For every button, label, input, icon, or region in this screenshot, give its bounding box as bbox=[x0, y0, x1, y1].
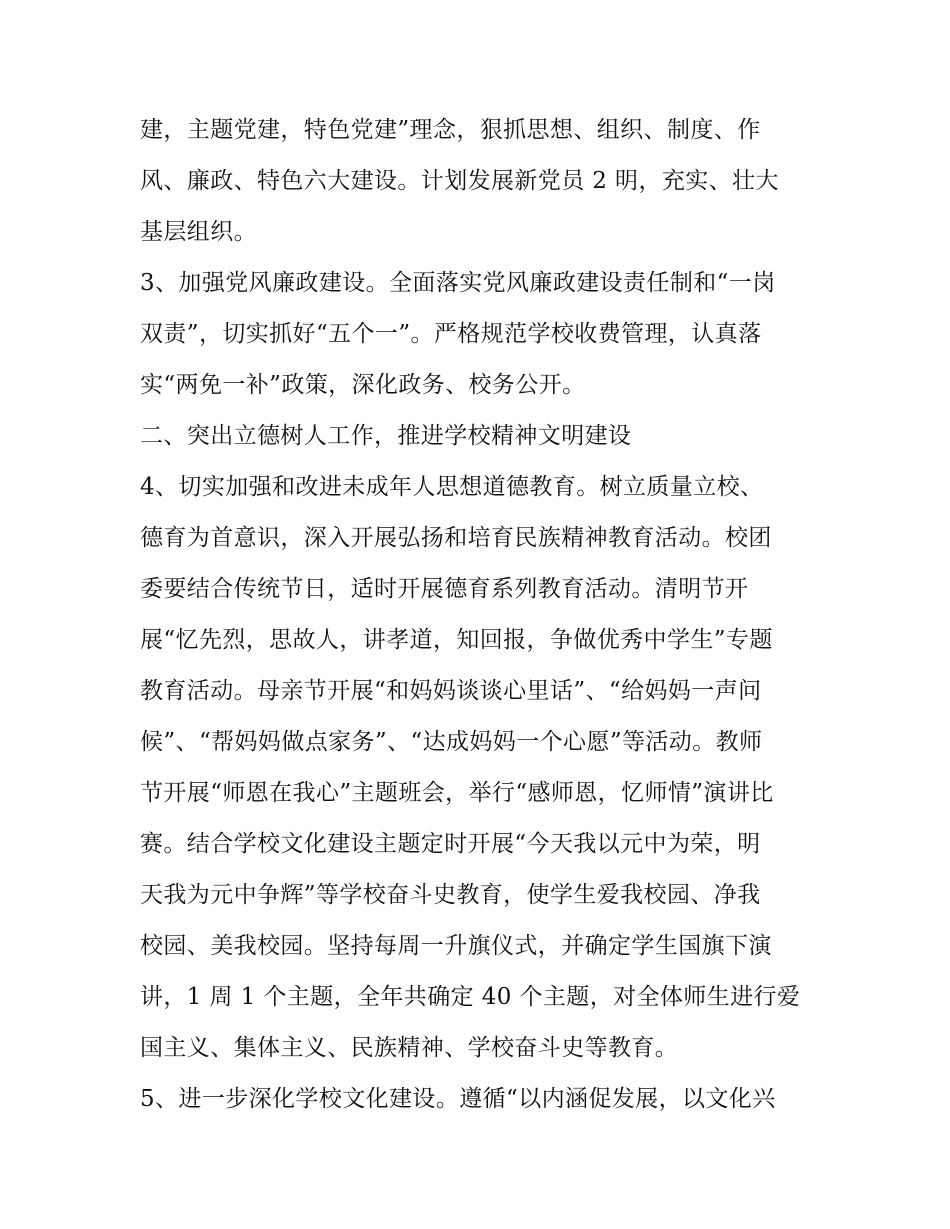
text-line: 建，主题党建，特色党建”理念，狠抓思想、组织、制度、作 bbox=[140, 117, 761, 143]
text-line: 双责”，切实抓好“五个一”。严格规范学校收费管理，认真落 bbox=[140, 321, 762, 347]
text-line: 节开展“师恩在我心”主题班会，举行“感师恩，忆师情”演讲比 bbox=[140, 780, 774, 806]
text-line: 国主义、集体主义、民族精神、学校奋斗史等教育。 bbox=[140, 1035, 679, 1061]
text-line: 实“两免一补”政策，深化政务、校务公开。 bbox=[140, 372, 586, 398]
document-body bbox=[140, 105, 820, 1125]
section-item-5: 5、进一步深化学校文化建设。遵循“以内涵促发展，以文化兴 bbox=[140, 1086, 776, 1112]
text-line: 风、廉政、特色六大建设。计划发展新党员 2 明，充实、壮大 bbox=[140, 168, 779, 194]
text-line: 天我为元中争辉”等学校奋斗史教育，使学生爱我校园、净我 bbox=[140, 882, 761, 908]
text-line: 讲，1 周 1 个主题，全年共确定 40 个主题，对全体师生进行爱 bbox=[140, 984, 801, 1010]
section-item-3: 3、加强党风廉政建设。全面落实党风廉政建设责任制和“一岗 bbox=[140, 270, 776, 296]
text-line: 展“忆先烈，思故人，讲孝道，知回报，争做优秀中学生”专题 bbox=[140, 627, 773, 653]
text-line: 委要结合传统节日，适时开展德育系列教育活动。清明节开 bbox=[140, 576, 749, 602]
section-heading-2: 二、突出立德树人工作，推进学校精神文明建设 bbox=[140, 423, 632, 449]
text-line: 德育为首意识，深入开展弘扬和培育民族精神教育活动。校团 bbox=[140, 525, 772, 551]
text-line: 赛。结合学校文化建设主题定时开展“今天我以元中为荣，明 bbox=[140, 831, 761, 857]
text-line: 基层组织。 bbox=[140, 219, 257, 245]
section-item-4: 4、切实加强和改进未成年人思想道德教育。树立质量立校、 bbox=[140, 474, 764, 500]
text-line: 校园、美我校园。坚持每周一升旗仪式，并确定学生国旗下演 bbox=[140, 933, 772, 959]
text-line: 候”、“帮妈妈做点家务”、“达成妈妈一个心愿”等活动。教师 bbox=[140, 729, 763, 755]
text-line: 教育活动。母亲节开展“和妈妈谈谈心里话”、“给妈妈一声问 bbox=[140, 678, 762, 704]
